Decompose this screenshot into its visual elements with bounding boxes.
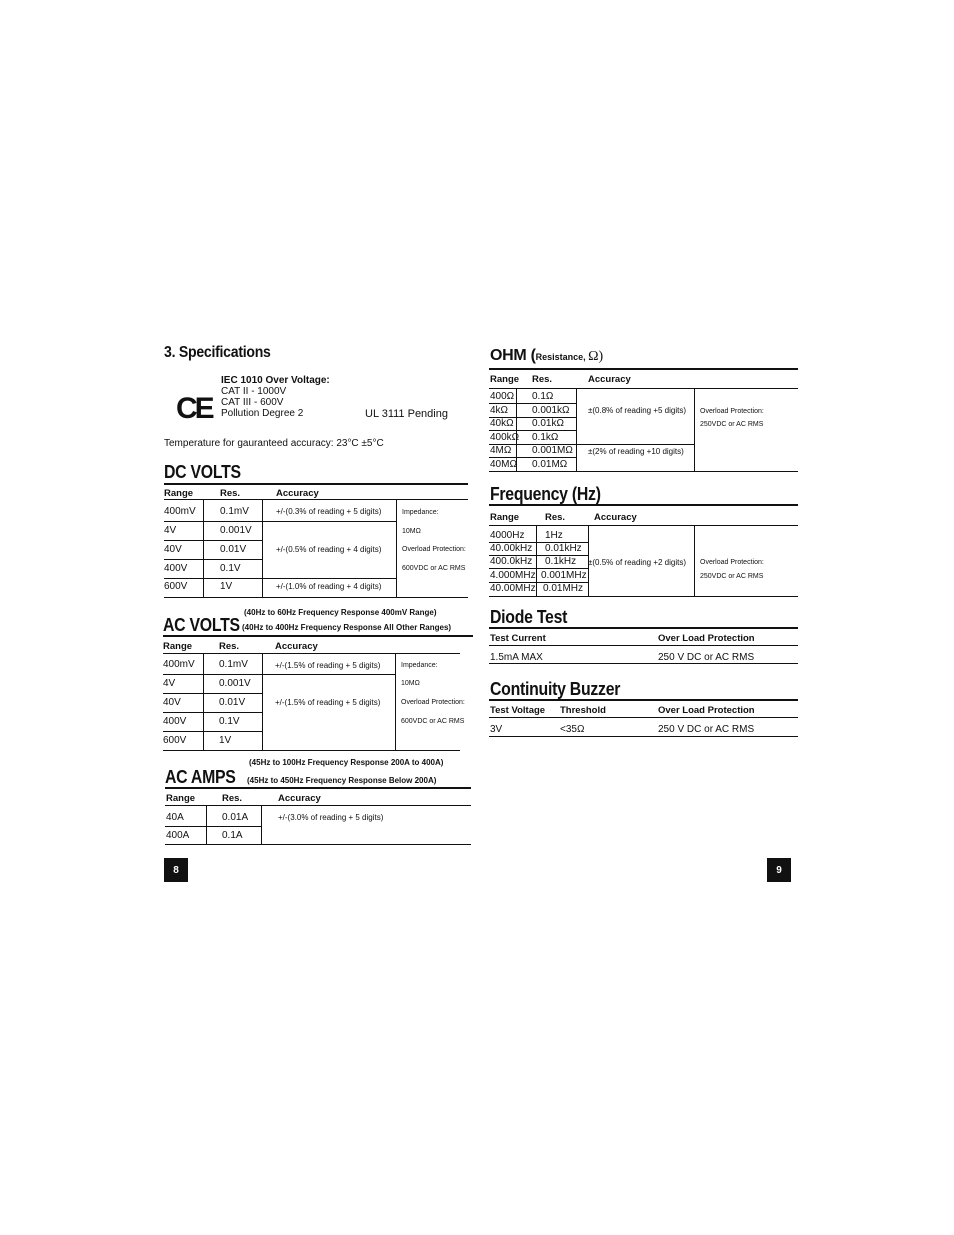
table-row: 250 V DC or AC RMS (658, 724, 755, 735)
table-row: 0.1mV (220, 506, 249, 517)
table-row: 40V (164, 544, 182, 555)
table-row: 400kΩ (490, 432, 520, 443)
ohm-title: OHM (Resistance, Ω) (490, 347, 604, 364)
ac-header-range: Range (163, 641, 193, 652)
dc-accuracy: +/-(1.0% of reading + 4 digits) (276, 582, 382, 591)
continuity-title: Continuity Buzzer (490, 679, 621, 699)
table-row: 0.01A (222, 812, 249, 823)
table-row: 4kΩ (490, 405, 509, 416)
table-row: 0.1Ω (532, 391, 554, 402)
ac-volts-freq-note: (40Hz to 60Hz Frequency Response 400mV Range) (244, 608, 437, 617)
table-row: 400Ω (490, 391, 515, 402)
table-row: 400mV (163, 659, 195, 670)
ohm-header-range: Range (490, 374, 520, 385)
table-row: 0.001V (220, 525, 252, 536)
table-row: 400V (163, 716, 187, 727)
table-row: 0.1A (222, 830, 243, 841)
iec-line: CAT II - 1000V (221, 386, 287, 397)
ohm-accuracy: ±(2% of reading +10 digits) (588, 447, 684, 456)
ohm-accuracy: ±(0.8% of reading +5 digits) (588, 406, 686, 415)
ohm-header-res: Res. (532, 374, 553, 385)
ul-pending: UL 3111 Pending (365, 408, 448, 420)
iec-line: Pollution Degree 2 (221, 408, 304, 419)
temperature-note: Temperature for gauranteed accuracy: 23°C ±5°C (164, 438, 384, 449)
table-row: 0.01kΩ (532, 418, 564, 429)
section-title: 3. Specifications (164, 344, 271, 361)
table-row: 600V (164, 581, 188, 592)
table-row: 4000Hz (490, 530, 525, 541)
amps-header-res: Res. (222, 793, 243, 804)
table-row: 250 V DC or AC RMS (658, 652, 755, 663)
table-row: 0.1kHz (545, 556, 577, 567)
dc-note: Impedance: (402, 509, 439, 516)
dc-volts-title: DC VOLTS (164, 462, 241, 482)
dc-accuracy: +/-(0.5% of reading + 4 digits) (276, 545, 382, 554)
page-number-left: 8 (164, 858, 188, 882)
ac-header-accuracy: Accuracy (275, 641, 318, 652)
table-row: <35Ω (560, 724, 585, 735)
table-row: 0.001MHz (541, 570, 587, 581)
ac-note: 10MΩ (401, 680, 420, 687)
table-row: 40V (163, 697, 181, 708)
ohm-header-accuracy: Accuracy (588, 374, 631, 385)
freq-header-range: Range (490, 512, 520, 523)
amps-header-range: Range (166, 793, 196, 804)
table-row: 0.01MHz (543, 583, 584, 594)
table-row: 0.01MΩ (532, 459, 568, 470)
ac-volts-freq-note: (40Hz to 400Hz Frequency Response All Other Ranges) (242, 623, 452, 632)
ac-note: 600VDC or AC RMS (401, 718, 465, 725)
table-row: 0.01V (219, 697, 246, 708)
table-row: 40.00kHz (490, 543, 533, 554)
freq-header-accuracy: Accuracy (594, 512, 637, 523)
ac-accuracy: +/-(1.5% of reading + 5 digits) (275, 698, 381, 707)
ohm-note: Overload Protection: (700, 408, 764, 415)
ac-note: Overload Protection: (401, 699, 465, 706)
table-row: 1.5mA MAX (490, 652, 543, 663)
diode-header-protection: Over Load Protection (658, 633, 755, 644)
table-row: 40MΩ (490, 459, 517, 470)
dc-header-range: Range (164, 488, 194, 499)
table-row: 4MΩ (490, 445, 512, 456)
amps-header-accuracy: Accuracy (278, 793, 321, 804)
table-row: 40A (166, 812, 184, 823)
freq-accuracy: ±(0.5% of reading +2 digits) (588, 558, 686, 567)
table-row: 40kΩ (490, 418, 514, 429)
table-row: 600V (163, 735, 187, 746)
table-row: 0.001MΩ (532, 445, 573, 456)
ce-mark-icon: CE (176, 392, 212, 425)
diode-title: Diode Test (490, 607, 568, 627)
table-row: 400A (166, 830, 190, 841)
diode-header-current: Test Current (490, 633, 546, 644)
table-row: 0.1kΩ (532, 432, 559, 443)
dc-note: 10MΩ (402, 528, 421, 535)
iec-line: CAT III - 600V (221, 397, 284, 408)
continuity-header-threshold: Threshold (560, 705, 606, 716)
iec-title: IEC 1010 Over Voltage: (221, 375, 330, 386)
dc-note: Overload Protection: (402, 546, 466, 553)
table-row: 40.00MHz (490, 583, 536, 594)
table-row: 4V (164, 525, 177, 536)
ohm-note: 250VDC or AC RMS (700, 421, 764, 428)
ac-note: Impedance: (401, 662, 438, 669)
freq-header-res: Res. (545, 512, 566, 523)
table-row: 4V (163, 678, 176, 689)
dc-header-accuracy: Accuracy (276, 488, 319, 499)
table-row: 400.0kHz (490, 556, 533, 567)
table-row: 0.1V (219, 716, 240, 727)
ac-amps-freq-note: (45Hz to 100Hz Frequency Response 200A to 400A) (249, 758, 444, 767)
continuity-header-voltage: Test Voltage (490, 705, 546, 716)
ac-header-res: Res. (219, 641, 240, 652)
ac-amps-title: AC AMPS (165, 767, 236, 787)
dc-accuracy: +/-(0.3% of reading + 5 digits) (276, 507, 382, 516)
page-number-right: 9 (767, 858, 791, 882)
table-row: 400V (164, 563, 188, 574)
continuity-header-protection: Over Load Protection (658, 705, 755, 716)
table-row: 3V (490, 724, 503, 735)
table-row: 0.1mV (219, 659, 248, 670)
table-row: 4.000MHz (490, 570, 536, 581)
dc-header-res: Res. (220, 488, 241, 499)
table-row: 1Hz (545, 530, 563, 541)
freq-note: 250VDC or AC RMS (700, 573, 764, 580)
dc-note: 600VDC or AC RMS (402, 565, 466, 572)
table-row: 0.001kΩ (532, 405, 570, 416)
ac-accuracy: +/-(1.5% of reading + 5 digits) (275, 661, 381, 670)
table-row: 0.1V (220, 563, 241, 574)
table-row: 0.01kHz (545, 543, 582, 554)
table-row: 1V (219, 735, 232, 746)
table-row: 0.01V (220, 544, 247, 555)
ac-volts-title: AC VOLTS (163, 615, 240, 635)
amps-accuracy: +/-(3.0% of reading + 5 digits) (278, 813, 384, 822)
freq-note: Overload Protection: (700, 559, 764, 566)
frequency-title: Frequency (Hz) (490, 484, 601, 504)
ac-amps-freq-note: (45Hz to 450Hz Frequency Response Below 200A) (247, 776, 437, 785)
table-row: 0.001V (219, 678, 251, 689)
table-row: 1V (220, 581, 233, 592)
table-row: 400mV (164, 506, 196, 517)
